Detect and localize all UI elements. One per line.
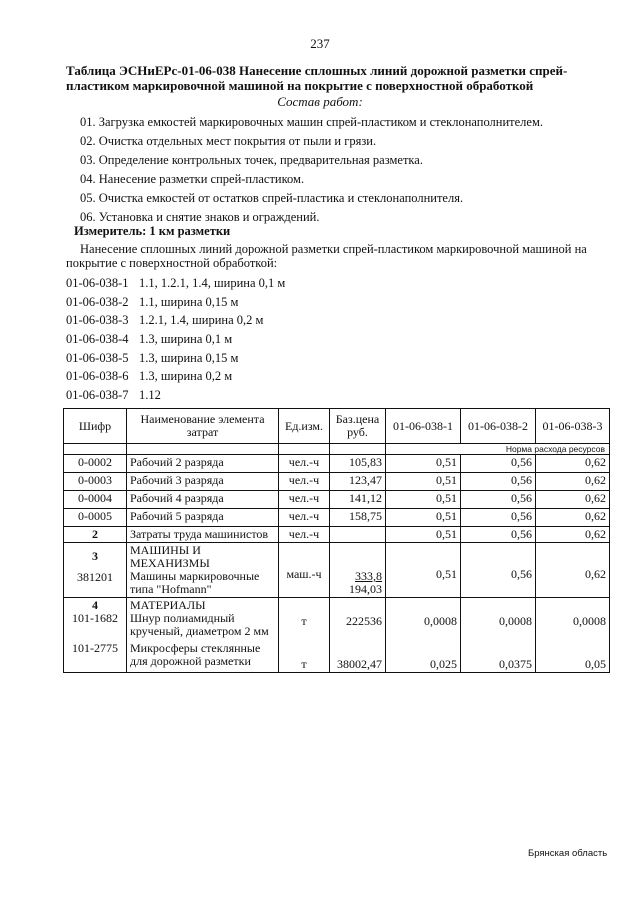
header-price: Баз.цена руб. [330,409,386,444]
variant-item [66,330,285,349]
cell-unit: чел.-ч [279,473,330,491]
table-row-machinists [64,527,610,543]
cell-value: 0,51 [386,509,461,527]
cell-value: 0,62 [536,455,610,473]
resources-table [63,408,610,673]
cell-value: 0,05 [585,657,606,671]
cell-price: 158,75 [330,509,386,527]
table-row [64,455,610,473]
variant-item [66,349,285,368]
cell-value: 0,62 [536,473,610,491]
variant-text: 1.1, ширина 0,15 м [139,294,239,309]
cell-code: 0-0005 [64,509,127,527]
section-code: 4 [92,598,98,612]
cell-code: 101-1682 [72,611,118,625]
cell-value: 0,62 [536,527,610,543]
section-title-materials: МАТЕРИАЛЫ [130,598,206,612]
cell-unit: маш.-ч [279,543,330,598]
variant-code: 01-06-038-5 [66,350,129,365]
work-item: 04. Нанесение разметки спрей-пластиком. [80,172,305,186]
cell-name: Рабочий 2 разряда [127,455,279,473]
table-header-row [64,409,610,444]
cell-value: 0,51 [386,491,461,509]
cell-code: 101-2775 [72,641,118,655]
cell-code: 0-0004 [64,491,127,509]
variant-text: 1.3, ширина 0,2 м [139,369,233,384]
cell-value: 0,0008 [573,614,606,628]
cell-value: 0,56 [461,527,536,543]
variant-item [66,274,285,293]
cell-code: 381201 [77,570,113,584]
variants-list [66,274,285,405]
cell-name: Рабочий 5 разряда [127,509,279,527]
cell-name: Машины маркировочные типа "Hofmann" [130,569,260,596]
cell-unit: т [301,657,307,671]
cell-unit: чел.-ч [279,455,330,473]
cell-unit: т [301,614,307,628]
header-name: Наименование элемента затрат [127,409,279,444]
cell-price: 141,12 [330,491,386,509]
header-col1: 01-06-038-1 [386,409,461,444]
cell-price: 123,47 [330,473,386,491]
cell-value: 0,025 [430,657,457,671]
cell-price-top: 333,8 [355,569,382,583]
table-row-materials [64,598,610,673]
section-code: 3 [92,549,98,563]
works-list [80,113,543,227]
variant-item [66,311,285,330]
header-col3: 01-06-038-3 [536,409,610,444]
cell-value: 0,62 [536,491,610,509]
title-line-1: Таблица ЭСНиЕРс-01-06-038 Нанесение сплошных линий дорожной разметки спрей- [66,63,568,78]
norm-row [64,444,610,455]
cell-value: 0,62 [536,543,610,598]
work-item: 02. Очистка отдельных мест покрытия от пыли и грязи. [80,134,377,148]
cell-code: 0-0002 [64,455,127,473]
header-unit: Ед.изм. [279,409,330,444]
variant-item [66,367,285,386]
cell-value: 0,51 [386,527,461,543]
cell-value: 0,0375 [499,657,532,671]
variant-code: 01-06-038-3 [66,313,129,328]
cell-unit: чел.-ч [279,491,330,509]
region-footer: Брянская область [528,848,608,859]
cell-value: 0,56 [461,491,536,509]
variant-item [66,386,285,405]
work-description: Нанесение сплошных линий дорожной разметки спрей-пластиком маркировочной машиной на покрытие с поверхностной обработкой: [66,242,587,270]
variant-text: 1.12 [139,388,161,403]
variant-text: 1.2.1, 1.4, ширина 0,2 м [139,313,264,328]
variant-code: 01-06-038-6 [66,369,129,384]
work-item: 06. Установка и снятие знаков и ограждений. [80,210,320,224]
meter-label: Измеритель: 1 км разметки [74,224,231,238]
cell-value: 0,56 [461,473,536,491]
cell-unit: чел.-ч [279,527,330,543]
composition-heading: Состав работ: [277,94,363,109]
variant-item [66,293,285,312]
variant-code: 01-06-038-4 [66,332,129,347]
header-col2: 01-06-038-2 [461,409,536,444]
cell-code: 2 [64,527,127,543]
table-row [64,509,610,527]
table-row-machines [64,543,610,598]
cell-price: 38002,47 [337,657,382,671]
variant-code: 01-06-038-2 [66,294,129,309]
cell-code: 0-0003 [64,473,127,491]
variant-code: 01-06-038-7 [66,388,129,403]
cell-value: 0,0008 [424,614,457,628]
title-line-2: пластиком маркировочной машиной на покрытие с поверхностной обработкой [66,78,534,93]
cell-name: Шнур полиамидный крученый, диаметром 2 мм [130,611,269,638]
variant-code: 01-06-038-1 [66,276,129,290]
work-item: 05. Очистка емкостей от остатков спрей-пластика и стеклонаполнителя. [80,191,464,205]
cell-value: 0,56 [461,509,536,527]
norm-label: Норма расхода ресурсов [386,444,610,455]
variant-text: 1.1, 1.2.1, 1.4, ширина 0,1 м [139,276,286,290]
table-row [64,473,610,491]
cell-price-bottom: 194,03 [349,582,382,596]
cell-value: 0,51 [386,543,461,598]
cell-value: 0,56 [461,543,536,598]
page-number: 237 [310,36,330,51]
cell-unit: чел.-ч [279,509,330,527]
header-code: Шифр [64,409,127,444]
work-item: 03. Определение контрольных точек, предварительная разметка. [80,153,423,167]
cell-name: Рабочий 4 разряда [127,491,279,509]
cell-value: 0,56 [461,455,536,473]
cell-name: Рабочий 3 разряда [127,473,279,491]
cell-value: 0,51 [386,455,461,473]
work-item: 01. Загрузка емкостей маркировочных машин спрей-пластиком и стеклонаполнителем. [80,115,544,129]
cell-price: 222536 [346,614,382,628]
variant-text: 1.3, ширина 0,15 м [139,350,239,365]
table-title [66,63,596,93]
cell-name: Микросферы стеклянные для дорожной разметки [130,641,261,668]
table-row [64,491,610,509]
cell-price: 105,83 [330,455,386,473]
cell-name: Затраты труда машинистов [127,527,279,543]
cell-value: 0,62 [536,509,610,527]
cell-value: 0,51 [386,473,461,491]
section-title-machines: МАШИНЫ И МЕХАНИЗМЫ [130,543,210,570]
cell-value: 0,0008 [499,614,532,628]
variant-text: 1.3, ширина 0,1 м [139,332,233,347]
